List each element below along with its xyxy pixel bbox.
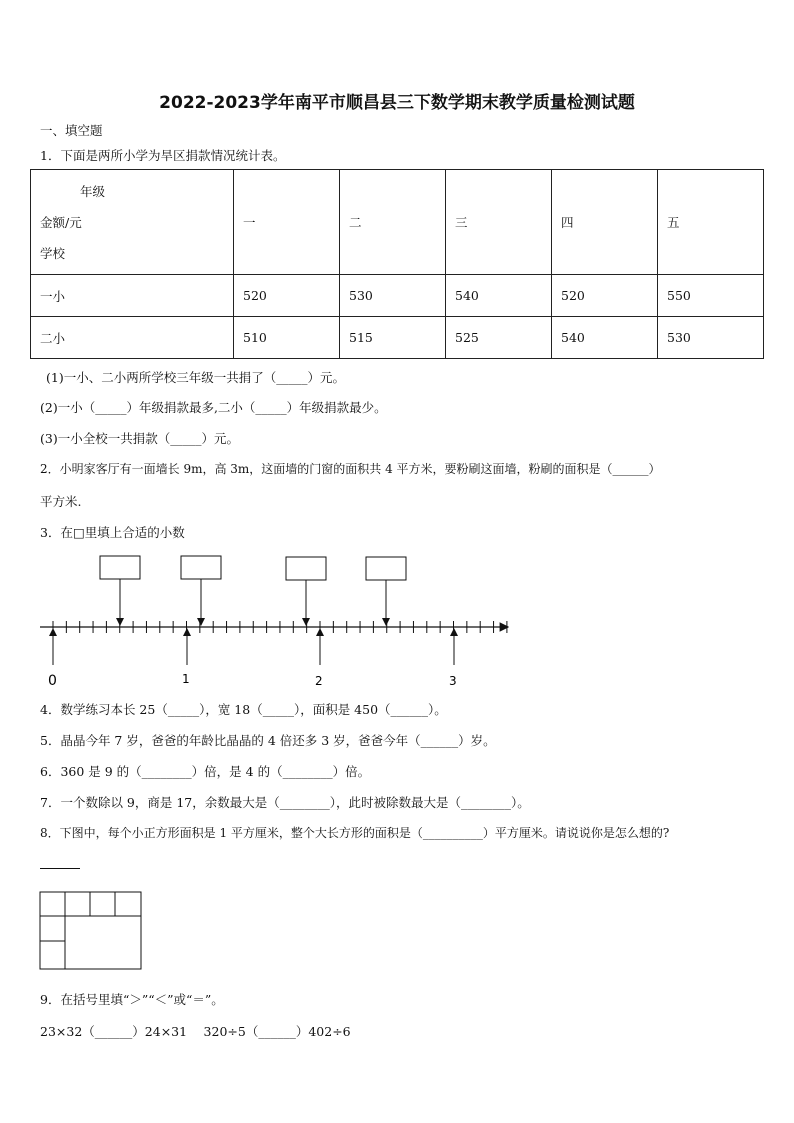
section-heading: 一、填空题 [40, 123, 103, 138]
corner-amount: 金额/元 [40, 214, 82, 230]
question-1-part-2: (2)一小（_____）年级捐款最多,二小（_____）年级捐款最少。 [40, 400, 387, 415]
number-line-figure [30, 553, 550, 693]
question-3: 3．在□里填上合适的小数 [40, 525, 185, 540]
amount-cell: 550 [658, 275, 764, 317]
amount-cell: 525 [446, 317, 552, 359]
question-1: 1．下面是两所小学为旱区捐款情况统计表。 [40, 148, 286, 163]
answer-line[interactable] [40, 868, 80, 869]
grade-header: 四 [552, 170, 658, 275]
table-row [31, 275, 764, 317]
axis-label: 0 [48, 673, 57, 689]
corner-school: 学校 [40, 245, 66, 261]
amount-cell: 530 [340, 275, 446, 317]
question-6: 6．360 是 9 的（________）倍，是 4 的（________）倍。 [40, 764, 371, 779]
question-9-expressions: 23×32（______）24×31 320÷5（______）402÷6 [40, 1024, 351, 1039]
axis-label: 3 [449, 674, 457, 688]
axis-label: 1 [182, 672, 190, 686]
corner-grade: 年级 [80, 183, 106, 199]
table-header-row [31, 170, 764, 275]
school-cell: 二小 [31, 317, 234, 359]
corner-header-cell [31, 170, 234, 275]
answer-box[interactable] [286, 557, 326, 580]
question-7: 7．一个数除以 9，商是 17，余数最大是（________），此时被除数最大是（________）。 [40, 795, 530, 810]
question-5: 5．晶晶今年 7 岁，爸爸的年龄比晶晶的 4 倍还多 3 岁，爸爸今年（______）岁。 [40, 733, 496, 748]
answer-box[interactable] [100, 556, 140, 579]
amount-cell: 515 [340, 317, 446, 359]
donation-table [30, 169, 764, 359]
table-row [31, 317, 764, 359]
grade-header: 三 [446, 170, 552, 275]
amount-cell: 540 [552, 317, 658, 359]
amount-cell: 530 [658, 317, 764, 359]
question-8: 8．下图中，每个小正方形面积是 1 平方厘米，整个大长方形的面积是（__________）平方厘米。请说说你是怎么想的? [40, 826, 670, 840]
grid-rectangle-figure [39, 891, 143, 971]
school-cell: 一小 [31, 275, 234, 317]
question-2: 2．小明家客厅有一面墙长 9m，高 3m，这面墙的门窗的面积共 4 平方米，要粉刷这面墙，粉刷的面积是（______） [40, 462, 661, 476]
question-1-part-3: (3)一小全校一共捐款（_____）元。 [40, 431, 239, 446]
amount-cell: 510 [234, 317, 340, 359]
axis-label: 2 [315, 674, 323, 688]
grade-header: 五 [658, 170, 764, 275]
page-title: 2022-2023学年南平市顺昌县三下数学期末教学质量检测试题 [159, 93, 635, 113]
question-9: 9．在括号里填“＞”“＜”或“＝”。 [40, 992, 224, 1007]
grade-header: 二 [340, 170, 446, 275]
grade-header: 一 [234, 170, 340, 275]
answer-box[interactable] [366, 557, 406, 580]
amount-cell: 520 [234, 275, 340, 317]
question-2-cont: 平方米. [40, 494, 82, 509]
amount-cell: 540 [446, 275, 552, 317]
question-4: 4．数学练习本长 25（_____），宽 18（_____），面积是 450（______）。 [40, 702, 447, 717]
answer-box[interactable] [181, 556, 221, 579]
amount-cell: 520 [552, 275, 658, 317]
question-1-part-1: (1)一小、二小两所学校三年级一共捐了（_____）元。 [46, 370, 345, 385]
